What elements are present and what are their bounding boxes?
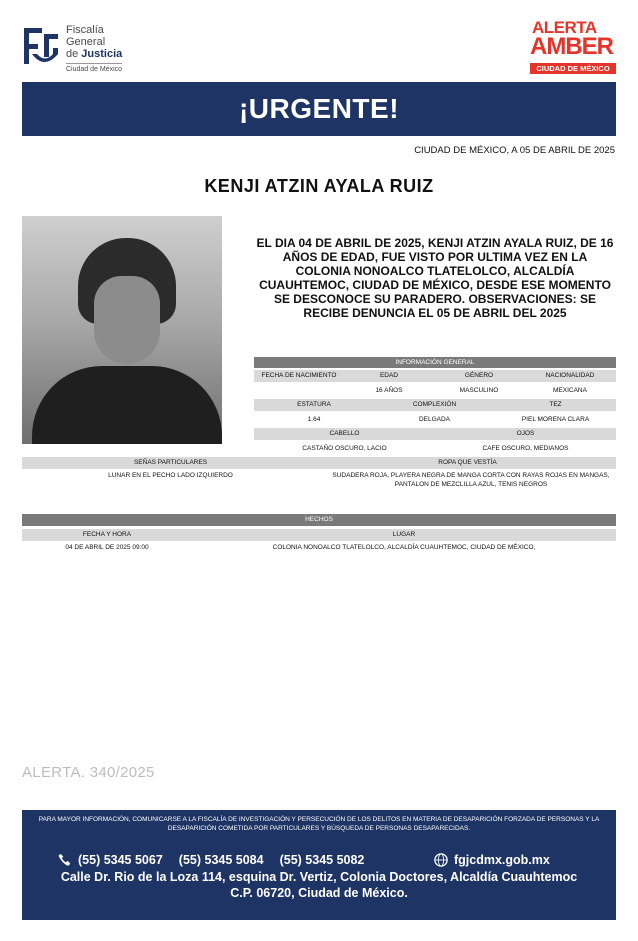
value-build: DELGADA [418, 416, 451, 423]
header-place: LUGAR [392, 531, 416, 538]
fgj-logo-sub: Ciudad de México [66, 63, 122, 73]
fgj-logo-line2: General [66, 36, 106, 48]
amber-logo-line3: CIUDAD DE MÉXICO [530, 63, 616, 74]
footer-address [22, 869, 616, 901]
value-hair: CASTAÑO OSCURO, LACIO [302, 445, 387, 452]
header-eyes: OJOS [516, 430, 535, 437]
phone-number-1[interactable]: (55) 5345 5067 [78, 853, 163, 867]
phone-number-2[interactable]: (55) 5345 5084 [178, 853, 264, 867]
header-nationality: NACIONALIDAD [545, 372, 595, 379]
fgj-logo-line3-prefix: de [66, 48, 82, 60]
fgj-emblem-icon [22, 24, 62, 72]
address-line1: Calle Dr. Rio de la Loza 114, esquina Dr. Vertiz, Colonia Doctores, Alcaldía Cuauhtemoc [60, 870, 578, 884]
fgj-logo-line3-bold: Justicia [81, 48, 123, 60]
value-eyes: CAFE OSCURO, MEDIANOS [482, 445, 569, 452]
phone-icon [58, 853, 72, 867]
value-date-time: 04 DE ABRIL DE 2025 09:00 [65, 544, 149, 551]
value-distinguishing-marks: LUNAR EN EL PECHO LADO IZQUIERDO [108, 472, 233, 479]
header-build: COMPLEXIÓN [412, 401, 457, 408]
fgj-logo [22, 22, 152, 82]
header-hair: CABELLO [329, 430, 360, 437]
value-age: 16 AÑOS [375, 387, 403, 394]
amber-logo-line2: AMBER [530, 33, 613, 60]
person-name: KENJI ATZIN AYALA RUIZ [204, 176, 434, 196]
value-clothing: SUDADERA ROJA, PLAYERA NEGRA DE MANGA CORTA CON RAYAS ROJAS EN MANGAS, PANTALON DE MEZCLILLA AZUL, TENIS NEGROS [332, 472, 610, 488]
general-info-row1-headers [254, 370, 616, 382]
alert-folio: ALERTA. 340/2025 [22, 764, 155, 781]
value-skin: PIEL MORENA CLARA [521, 416, 590, 423]
general-info-header: INFORMACIÓN GENERAL [254, 357, 616, 368]
address-line2: C.P. 06720, Ciudad de México. [230, 886, 408, 900]
header-date-time: FECHA Y HORA [82, 531, 132, 538]
header-skin: TEZ [549, 401, 562, 408]
general-info-row1-values [254, 386, 616, 396]
facts-header: HECHOS [22, 514, 616, 526]
value-gender: MASCULINO [459, 387, 499, 394]
header-distinguishing-marks: SEÑAS PARTICULARES [133, 459, 208, 466]
fgj-logo-line1: Fiscalía [66, 24, 104, 36]
general-info-row2-values [254, 415, 616, 425]
contact-footer [22, 810, 616, 920]
value-height: 1.64 [307, 416, 321, 423]
general-info-row3-values [254, 444, 616, 454]
general-info-row3-headers [254, 428, 616, 440]
footer-phones [58, 853, 374, 867]
value-place: COLONIA NONOALCO TLATELOLCO, ALCALDÍA CUAUHTEMOC, CIUDAD DE MÉXICO, [272, 544, 536, 551]
narrative-text: EL DIA 04 DE ABRIL DE 2025, KENJI ATZIN AYALA RUIZ, DE 16 AÑOS DE EDAD, FUE VISTO POR ULTIMA VEZ EN LA COLONIA NONOALCO TLATELOLCO, ALCALDÍA CUAUHTEMOC, CIUDAD DE MÉXICO, DESDE ESE MOMENTO SE DESCONOCE SU PARADERO. OBSERVACIONES: SE RECIBE DENUNCIA EL 05 DE ABRIL DEL 2025 [256, 236, 614, 320]
phone-number-3[interactable]: (55) 5345 5082 [279, 853, 365, 867]
general-info-row2-headers [254, 399, 616, 411]
website-link[interactable]: fgjcdmx.gob.mx [454, 853, 550, 867]
header-birthdate: FECHA DE NACIMIENTO [261, 372, 337, 379]
alerta-amber-logo [528, 18, 620, 80]
globe-icon [434, 853, 448, 867]
footer-info-text: PARA MAYOR INFORMACIÓN, COMUNICARSE A LA FISCALÍA DE INVESTIGACIÓN Y PERSECUCIÓN DE LOS DELITOS EN MATERIA DE DESAPARICIÓN FORZADA DE PERSONAS Y LA DESAPARICIÓN COMETIDA POR PARTICULARES Y BÚSQUEDA DE PERSONAS DESAPARECIDAS. [38, 816, 600, 832]
facts-values [22, 543, 616, 553]
value-nationality: MEXICANA [553, 387, 587, 394]
header-height: ESTATURA [297, 401, 331, 408]
date-line: CIUDAD DE MÉXICO, A 05 DE ABRIL DE 2025 [414, 145, 615, 156]
facts-col-headers [22, 529, 616, 541]
urgent-banner: ¡URGENTE! [22, 82, 616, 136]
amber-logo-line1: ALERTA [532, 18, 597, 37]
person-photo [22, 216, 222, 444]
footer-website [434, 853, 550, 867]
features-headers [22, 457, 616, 469]
header-age: EDAD [379, 372, 399, 379]
header-clothing: ROPA QUE VESTÍA [438, 459, 497, 466]
header-gender: GÉNERO [464, 372, 494, 379]
